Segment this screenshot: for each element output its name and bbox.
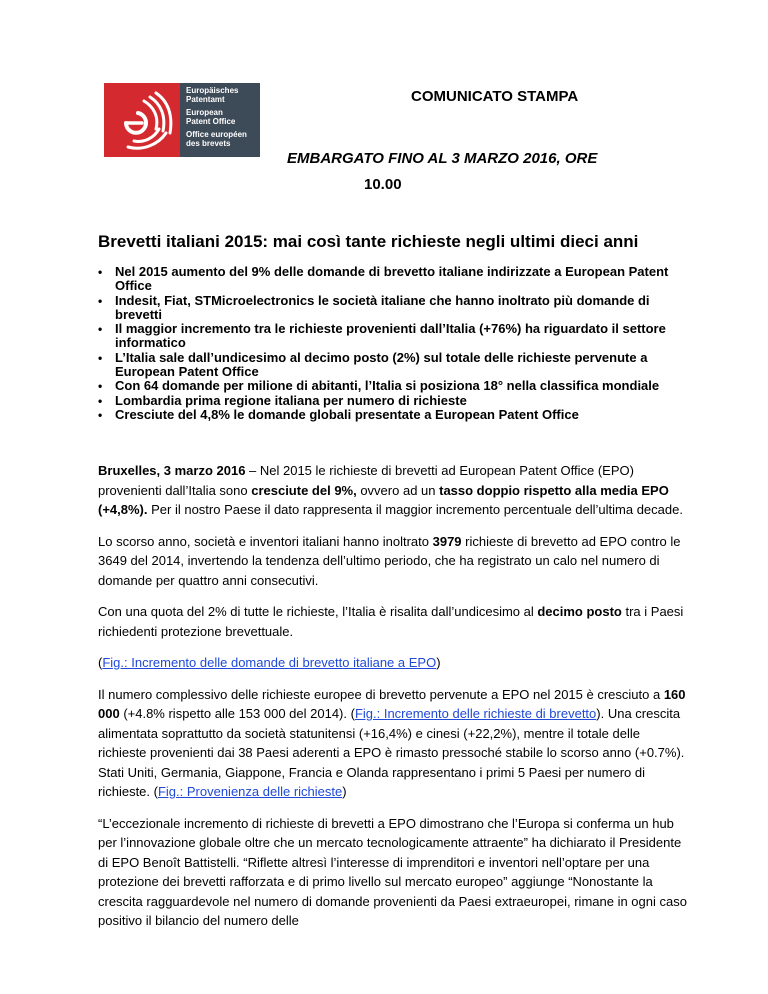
figure-link-application-growth[interactable]: Fig.: Incremento delle richieste di brevetto [354,706,597,721]
highlight-item: • Nel 2015 aumento del 9% delle domande di brevetto italiane indirizzate a European Patent Office [98,265,688,294]
body-text [98,461,688,943]
epo-logo-mark [104,83,180,157]
embargo-notice-line2: 10.00 [364,176,402,193]
logo-line: Patentamt [186,95,225,104]
embargo-notice-line1: EMBARGATO FINO AL 3 MARZO 2016, ORE [287,150,598,167]
highlight-item: • Lombardia prima regione italiana per numero di richieste [98,394,688,408]
paragraph-figure-link: (Fig.: Incremento delle domande di brevetto italiane a EPO) [98,655,441,670]
paragraph-intro: Bruxelles, 3 marzo 2016 – Nel 2015 le richieste di brevetti ad European Patent Office (EPO) provenienti dall’Italia sono cresciute del 9%, ovvero ad un tasso doppio rispetto alla media EPO (+4,8%). Per il nostro Paese il dato rappresenta il maggior incremento percentuale dell’ultima decade. [98,463,683,517]
press-release-title: COMUNICATO STAMPA [411,88,579,105]
headline: Brevetti italiani 2015: mai così tante richieste negli ultimi dieci anni [98,232,639,251]
logo-line: European [186,108,223,117]
highlights-list [98,265,688,422]
paragraph-applications: Lo scorso anno, società e inventori italiani hanno inoltrato 3979 richieste di brevetto ad EPO contro le 3649 del 2014, invertendo la tendenza dell’ultimo periodo, che ha registrato un calo nel numero di domande per quattro anni consecutivi. [98,533,681,588]
logo-line: des brevets [186,139,231,148]
highlight-item: • Con 64 domande per milione di abitanti, l’Italia si posiziona 18° nella classifica mondiale [98,379,688,393]
epo-logo [104,83,260,157]
logo-line: Office européen [186,130,247,139]
logo-line: Patent Office [186,117,236,126]
paragraph-european-totals: Il numero complessivo delle richieste europee di brevetto pervenute a EPO nel 2015 è cresciuto a 160 000 (+4.8% rispetto alle 153 000 del 2014). (Fig.: Incremento delle richieste di brevetto). Una crescita alimentata soprattutto da società statunitensi (+16,4%) e cinesi (+22,2%), mentre il totale delle richieste provenienti dai 38 Paesi aderenti a EPO è rimasto pressoché stabile lo scorso anno (+0.7%). Stati Uniti, Germania, Giappone, Francia e Olanda rappresentano i primi 5 Paesi per numero di richieste. (Fig.: Provenienza delle richieste) [98,686,686,799]
highlight-item: • L’Italia sale dall’undicesimo al decimo posto (2%) sul totale delle richieste pervenute a European Patent Office [98,351,688,380]
epo-logo-text [180,83,260,157]
paragraph-quote: “L’eccezionale incremento di richieste di brevetti a EPO dimostrano che l’Europa si conferma un hub per l’innovazione globale oltre che un mercato tecnologicamente attraente” ha dichiarato il Presidente di EPO Benoît Battistelli. “Riflette altresì l’interesse di imprenditori e inventori nell’optare per una protezione dei brevetti rafforzata e di primo livello sul mercato europeo” aggiunge “Nonostante la crescita ragguardevole nel numero di domande provenienti da Paesi extraeuropei, rimane in ogni caso positivo il bilancio del numero delle [98,815,687,928]
paragraph-ranking: Con una quota del 2% di tutte le richieste, l’Italia è risalita dall’undicesimo al decimo posto tra i Paesi richiedenti protezione brevettuale. [98,604,684,639]
figure-link-origin-of-applications[interactable]: Fig.: Provenienza delle richieste [157,784,343,799]
highlight-item: • Il maggior incremento tra le richieste provenienti dall’Italia (+76%) ha riguardato il settore informatico [98,322,688,351]
figure-link-italian-applications[interactable]: Fig.: Incremento delle domande di brevetto italiane a EPO [102,655,437,670]
highlight-item: • Indesit, Fiat, STMicroelectronics le società italiane che hanno inoltrato più domande di brevetti [98,294,688,323]
logo-line: Europäisches [186,86,239,95]
epo-emblem-icon [104,83,180,157]
dateline: Bruxelles, 3 marzo 2016 [98,463,246,478]
highlight-item: • Cresciute del 4,8% le domande globali presentate a European Patent Office [98,408,688,422]
